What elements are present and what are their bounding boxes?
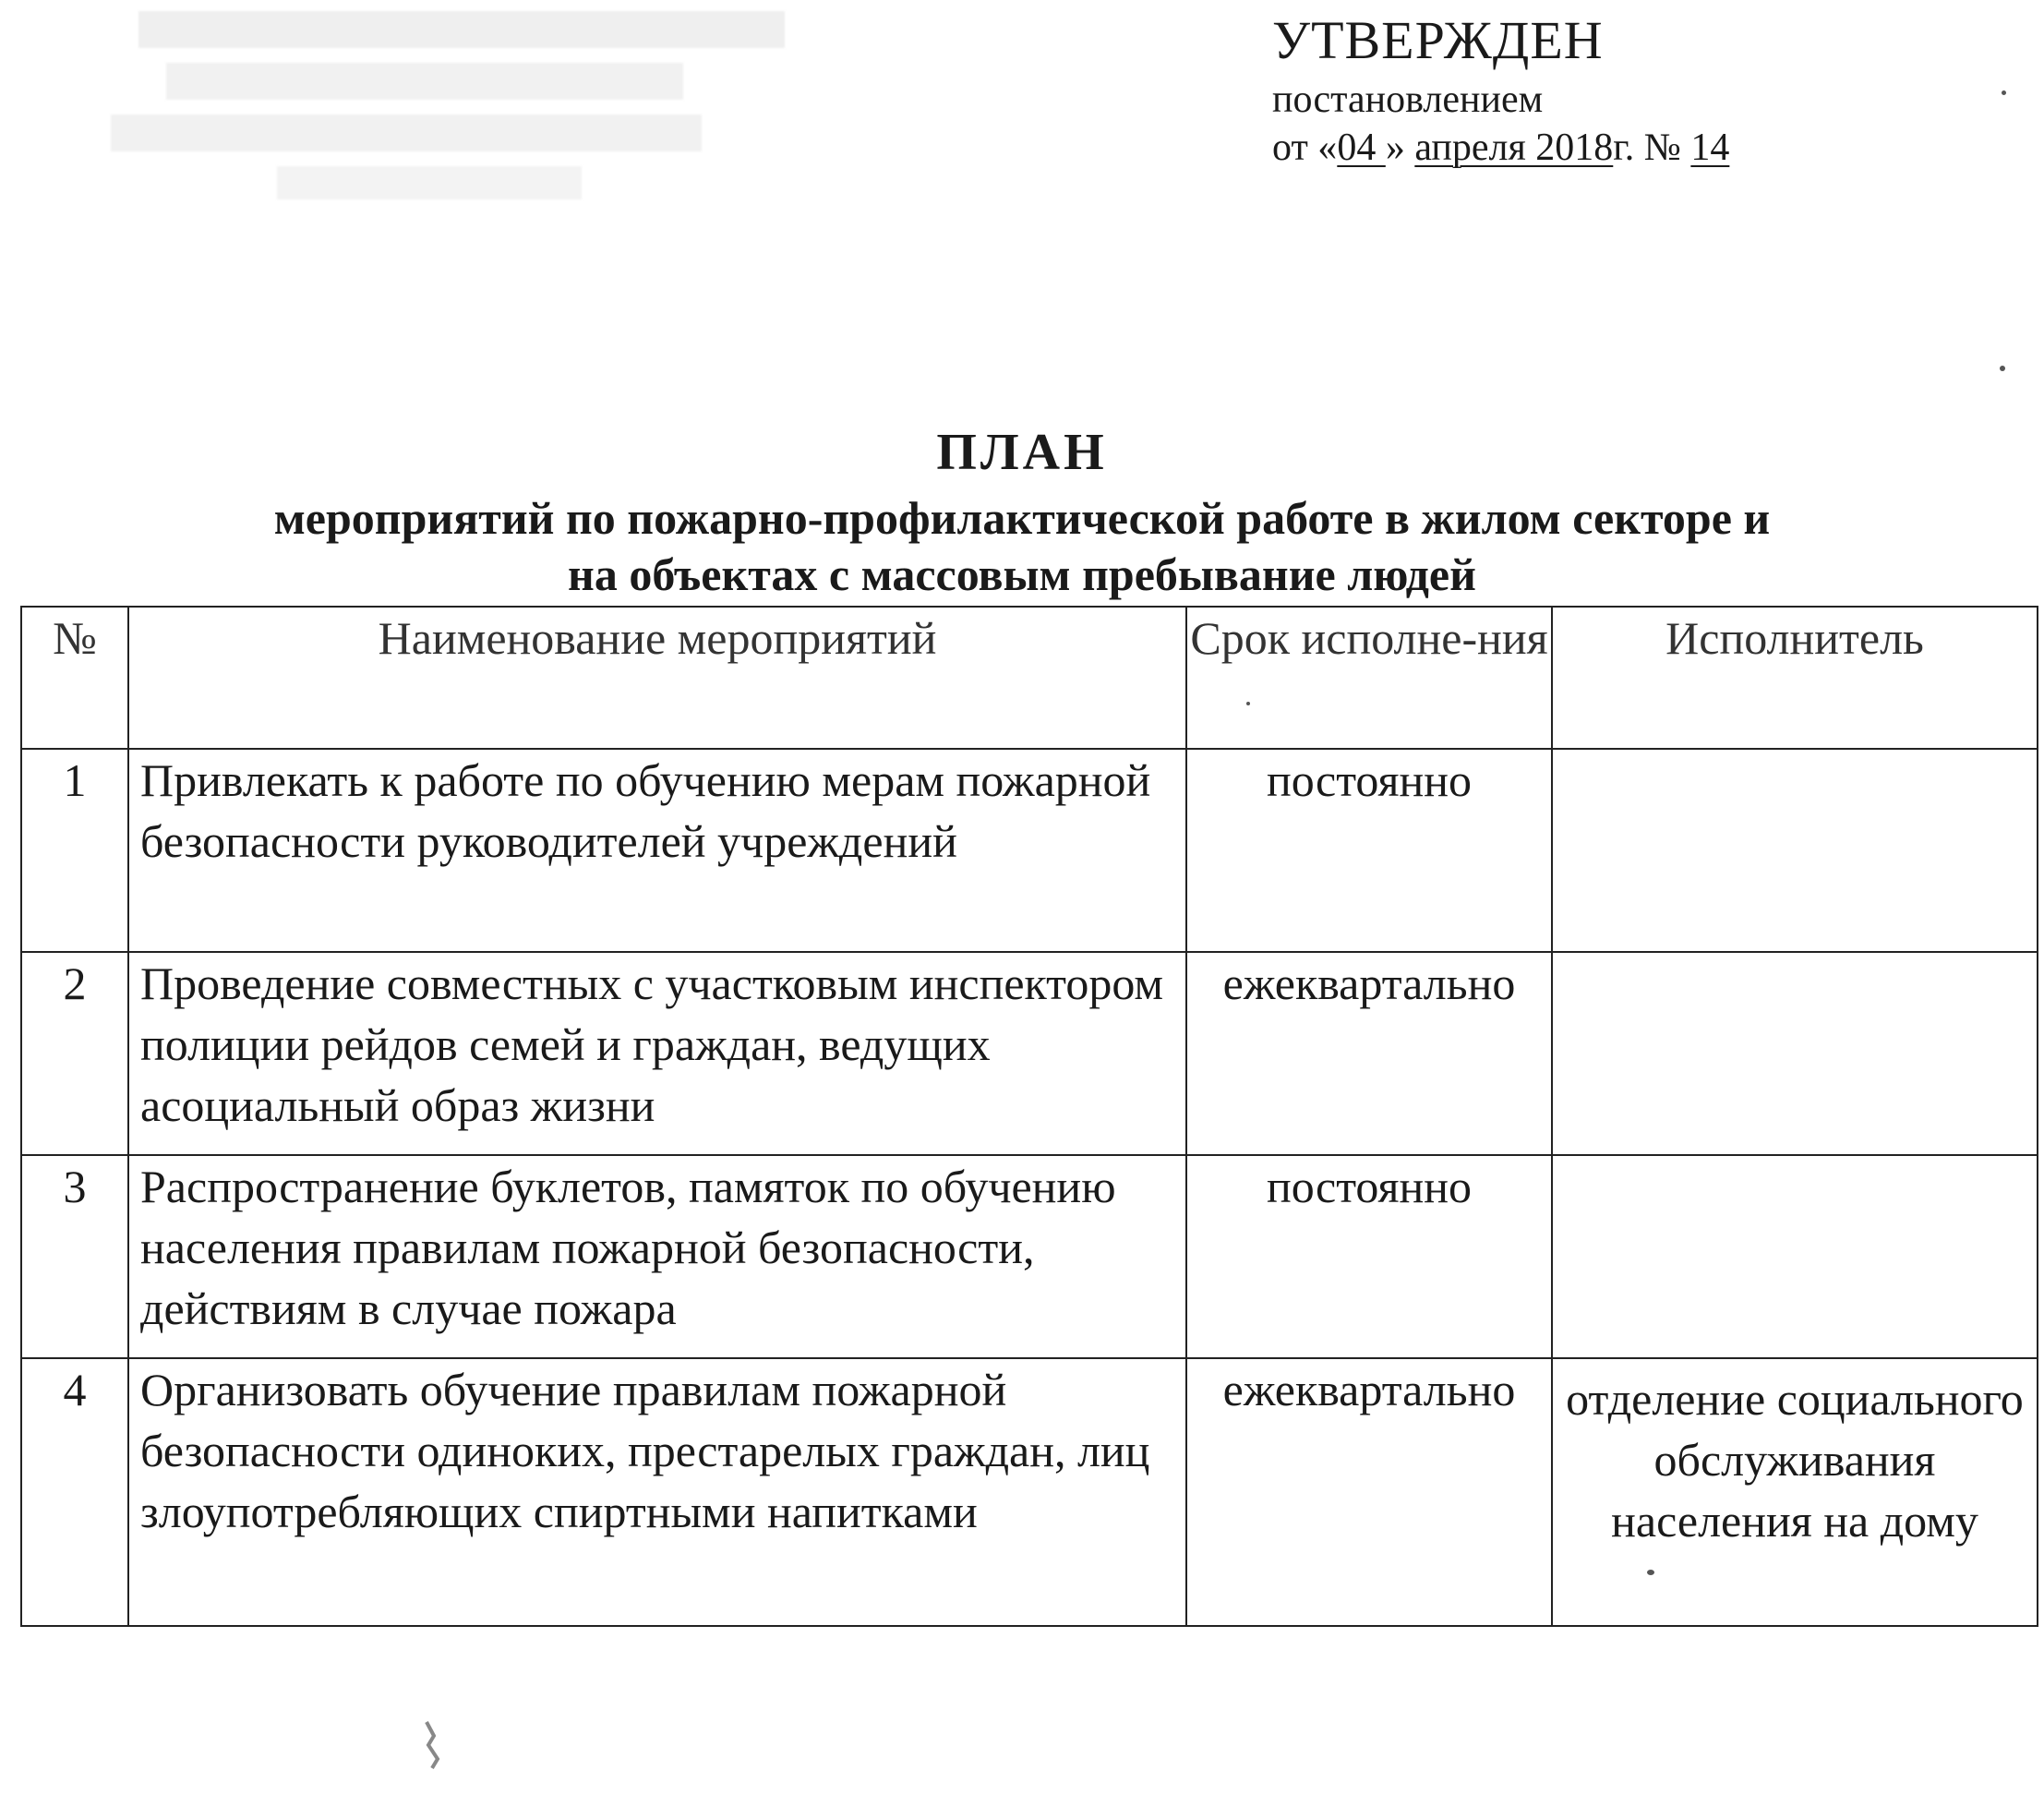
table-row [21, 952, 2038, 1155]
approval-block [1272, 11, 1729, 172]
plan-subtitle-line-2: на объектах с массовым пребывание людей [568, 548, 1476, 600]
row-num: 4 [21, 1358, 128, 1626]
approval-date [1272, 124, 1729, 172]
row-num: 1 [21, 749, 128, 952]
scan-speck [2000, 366, 2005, 371]
approval-title: УТВЕРЖДЕН [1272, 10, 1604, 70]
bleed-through-shadow [0, 0, 1219, 222]
table-row [21, 1155, 2038, 1358]
row-executor [1552, 749, 2038, 952]
header-num: № [21, 607, 128, 749]
scan-speck [1246, 702, 1250, 705]
row-name: Проведение совместных с участковым инспектором полиции рейдов семей и граждан, ведущих асоциальный образ жизни [128, 952, 1186, 1155]
header-executor: Исполнитель [1552, 607, 2038, 749]
date-suffix: г. № [1613, 126, 1691, 169]
header-name: Наименование мероприятий [128, 607, 1186, 749]
doc-number: 14 [1690, 126, 1730, 169]
row-executor [1552, 1155, 2038, 1358]
row-name: Привлекать к работе по обучению мерам пожарной безопасности руководителей учреждений [128, 749, 1186, 952]
plan-subtitle-line-1: мероприятий по пожарно-профилактической работе в жилом секторе и [273, 492, 1771, 544]
row-term: постоянно [1186, 749, 1552, 952]
row-executor: отделение социального обслуживания населения на дому [1552, 1358, 2038, 1626]
row-executor [1552, 952, 2038, 1155]
row-name: Распространение буклетов, памяток по обучению населения правилам пожарной безопасности, действиям в случае пожара [128, 1155, 1186, 1358]
row-term: постоянно [1186, 1155, 1552, 1358]
scan-speck [1647, 1570, 1654, 1575]
row-term: ежеквартально [1186, 1358, 1552, 1626]
row-num: 2 [21, 952, 128, 1155]
date-month-year: апреля 2018 [1414, 126, 1614, 169]
date-day: 04 [1337, 126, 1386, 169]
date-prefix: от « [1272, 126, 1338, 169]
row-name: Организовать обучение правилам пожарной безопасности одиноких, престарелых граждан, лиц злоупотребляющих спиртными напитками [128, 1358, 1186, 1626]
plan-table [20, 606, 2038, 1627]
scan-smudge [417, 1717, 454, 1773]
table-row [21, 749, 2038, 952]
scan-speck [2002, 90, 2006, 95]
row-num: 3 [21, 1155, 128, 1358]
bleed-through-text [0, 0, 1219, 222]
plan-title: ПЛАН [936, 424, 1108, 481]
row-term: ежеквартально [1186, 952, 1552, 1155]
date-mid: » [1385, 126, 1415, 169]
table-header-row [21, 607, 2038, 749]
approval-line: постановлением [1272, 78, 1544, 121]
table-row [21, 1358, 2038, 1626]
header-term: Срок исполне-ния [1186, 607, 1552, 749]
